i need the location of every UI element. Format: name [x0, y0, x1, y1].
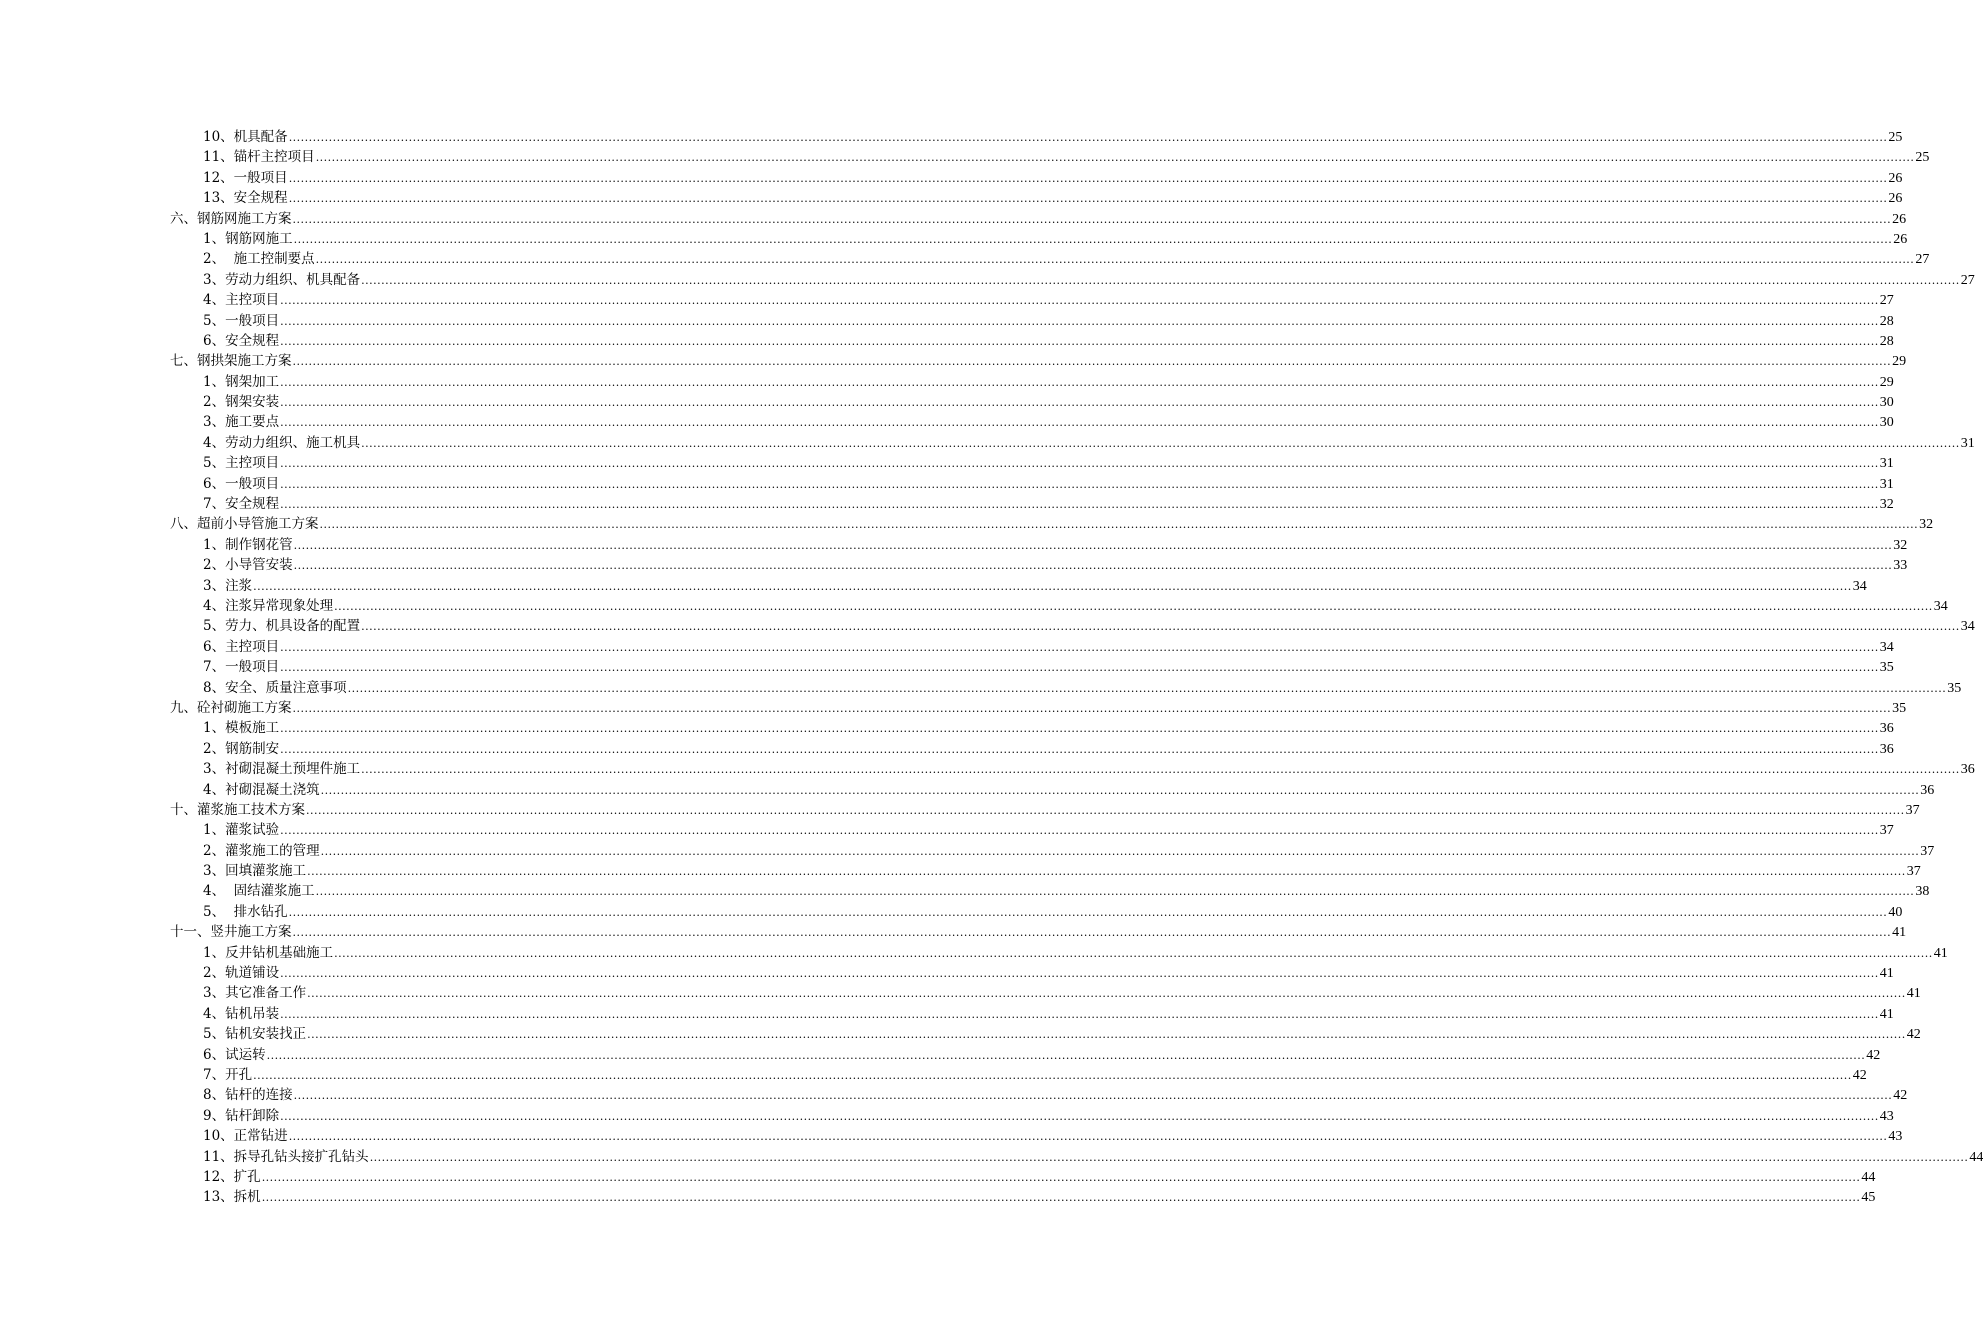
toc-page-number: 36	[1879, 741, 1894, 757]
toc-dot-leader: ................................................................................................................................................................................................................................................................................................................................................................................................................	[288, 905, 1888, 919]
toc-subsection-entry[interactable]	[0, 535, 1908, 555]
toc-page-number: 29	[1892, 354, 1907, 370]
toc-page-number: 44	[1861, 1169, 1876, 1185]
toc-dot-leader: ................................................................................................................................................................................................................................................................................................................................................................................................................	[369, 1150, 1969, 1164]
toc-dot-leader: ................................................................................................................................................................................................................................................................................................................................................................................................................	[280, 396, 1879, 410]
toc-entry-title: 八、超前小导管施工方案	[170, 516, 319, 533]
toc-page-number: 41	[1892, 925, 1907, 941]
toc-subsection-entry[interactable]	[0, 127, 1903, 147]
toc-page-number: 42	[1866, 1047, 1881, 1063]
toc-dot-leader: ................................................................................................................................................................................................................................................................................................................................................................................................................	[361, 763, 1960, 777]
toc-subsection-entry[interactable]	[0, 780, 1935, 800]
toc-page-number: 34	[1852, 578, 1867, 594]
toc-page-number: 41	[1906, 986, 1921, 1002]
toc-page-number: 40	[1888, 904, 1903, 920]
toc-entry-title: 十一、竖井施工方案	[170, 924, 292, 941]
toc-page-number: 37	[1905, 802, 1920, 818]
toc-page-number: 25	[1888, 130, 1903, 145]
toc-dot-leader: ................................................................................................................................................................................................................................................................................................................................................................................................................	[334, 946, 1933, 960]
toc-page-number: 34	[1879, 639, 1894, 655]
toc-entry-title: 七、钢拱架施工方案	[170, 353, 292, 370]
toc-entry-title: 5、钻机安装找正	[203, 1026, 307, 1043]
toc-dot-leader: ................................................................................................................................................................................................................................................................................................................................................................................................................	[319, 518, 1919, 532]
toc-page-number: 27	[1879, 293, 1894, 309]
toc-entry-title: 5、主控项目	[203, 455, 280, 472]
toc-page-number: 36	[1920, 782, 1935, 798]
toc-subsection-entry[interactable]	[0, 168, 1903, 188]
toc-dot-leader: ................................................................................................................................................................................................................................................................................................................................................................................................................	[288, 1130, 1888, 1144]
toc-subsection-entry[interactable]	[0, 820, 1894, 840]
toc-dot-leader: ................................................................................................................................................................................................................................................................................................................................................................................................................	[361, 273, 1960, 287]
toc-subsection-entry[interactable]	[0, 453, 1894, 473]
toc-page-number: 33	[1893, 558, 1908, 574]
toc-dot-leader: ................................................................................................................................................................................................................................................................................................................................................................................................................	[361, 436, 1960, 450]
toc-page-number: 32	[1919, 517, 1934, 533]
toc-subsection-entry[interactable]	[0, 657, 1894, 677]
toc-entry-title: 12、一般项目	[203, 169, 288, 186]
toc-subsection-entry[interactable]	[0, 147, 1930, 167]
toc-dot-leader: ................................................................................................................................................................................................................................................................................................................................................................................................................	[266, 1048, 1866, 1062]
toc-page-number: 35	[1879, 660, 1894, 676]
toc-page-number: 29	[1879, 374, 1894, 390]
toc-subsection-entry[interactable]	[0, 759, 1975, 779]
toc-subsection-entry[interactable]	[0, 412, 1894, 432]
toc-dot-leader: ................................................................................................................................................................................................................................................................................................................................................................................................................	[280, 416, 1879, 430]
toc-entry-title: 7、一般项目	[203, 659, 280, 676]
toc-dot-leader: ................................................................................................................................................................................................................................................................................................................................................................................................................	[253, 579, 1852, 593]
toc-dot-leader: ................................................................................................................................................................................................................................................................................................................................................................................................................	[320, 844, 1920, 858]
toc-dot-leader: ................................................................................................................................................................................................................................................................................................................................................................................................................	[293, 559, 1893, 573]
toc-entry-title: 9、钻杆卸除	[203, 1107, 280, 1124]
toc-entry-title: 5、 排水钻孔	[203, 903, 288, 920]
toc-entry-title: 3、回填灌浆施工	[203, 863, 307, 880]
toc-entry-title: 九、砼衬砌施工方案	[170, 699, 292, 716]
toc-dot-leader: ................................................................................................................................................................................................................................................................................................................................................................................................................	[280, 824, 1879, 838]
toc-subsection-entry[interactable]	[0, 392, 1894, 412]
toc-dot-leader: ................................................................................................................................................................................................................................................................................................................................................................................................................	[280, 498, 1879, 512]
toc-dot-leader: ................................................................................................................................................................................................................................................................................................................................................................................................................	[280, 661, 1879, 675]
toc-section-entry[interactable]	[0, 922, 1907, 942]
toc-subsection-entry[interactable]	[0, 229, 1908, 249]
toc-subsection-entry[interactable]	[0, 1187, 1876, 1207]
toc-dot-leader: ................................................................................................................................................................................................................................................................................................................................................................................................................	[292, 212, 1892, 226]
toc-entry-title: 4、主控项目	[203, 292, 280, 309]
toc-subsection-entry[interactable]	[0, 881, 1930, 901]
toc-entry-title: 2、小导管安装	[203, 557, 293, 574]
toc-subsection-entry[interactable]	[0, 311, 1894, 331]
toc-entry-title: 2、 施工控制要点	[203, 251, 315, 268]
toc-page-number: 34	[1933, 598, 1948, 614]
table-of-contents	[0, 127, 1983, 1208]
toc-dot-leader: ................................................................................................................................................................................................................................................................................................................................................................................................................	[293, 538, 1893, 552]
toc-entry-title: 8、钻杆的连接	[203, 1087, 293, 1104]
toc-subsection-entry[interactable]	[0, 290, 1894, 310]
toc-page-number: 42	[1906, 1027, 1921, 1043]
toc-dot-leader: ................................................................................................................................................................................................................................................................................................................................................................................................................	[280, 1007, 1879, 1021]
toc-entry-title: 10、正常钻进	[203, 1128, 288, 1145]
toc-subsection-entry[interactable]	[0, 1065, 1867, 1085]
toc-subsection-entry[interactable]	[0, 1126, 1903, 1146]
toc-page-number: 30	[1879, 415, 1894, 431]
toc-subsection-entry[interactable]	[0, 616, 1975, 636]
toc-subsection-entry[interactable]	[0, 637, 1894, 657]
toc-entry-title: 2、钢筋制安	[203, 740, 280, 757]
toc-dot-leader: ................................................................................................................................................................................................................................................................................................................................................................................................................	[280, 375, 1879, 389]
toc-page-number: 26	[1888, 170, 1903, 186]
toc-dot-leader: ................................................................................................................................................................................................................................................................................................................................................................................................................	[315, 253, 1915, 267]
toc-entry-title: 3、衬砌混凝土预埋件施工	[203, 761, 361, 778]
toc-dot-leader: ................................................................................................................................................................................................................................................................................................................................................................................................................	[307, 1028, 1906, 1042]
toc-page-number: 28	[1879, 333, 1894, 349]
toc-page-number: 38	[1915, 884, 1930, 900]
toc-entry-title: 5、一般项目	[203, 312, 280, 329]
toc-page-number: 31	[1960, 435, 1975, 451]
toc-dot-leader: ................................................................................................................................................................................................................................................................................................................................................................................................................	[253, 1068, 1852, 1082]
toc-entry-title: 12、扩孔	[203, 1168, 261, 1185]
toc-dot-leader: ................................................................................................................................................................................................................................................................................................................................................................................................................	[307, 987, 1906, 1001]
toc-entry-title: 6、试运转	[203, 1046, 266, 1063]
toc-page-number: 34	[1960, 619, 1975, 635]
toc-subsection-entry[interactable]	[0, 943, 1948, 963]
toc-entry-title: 13、拆机	[203, 1189, 261, 1206]
toc-subsection-entry[interactable]	[0, 494, 1894, 514]
toc-section-entry[interactable]	[0, 698, 1907, 718]
toc-subsection-entry[interactable]	[0, 1147, 1983, 1167]
toc-dot-leader: ................................................................................................................................................................................................................................................................................................................................................................................................................	[293, 232, 1893, 246]
toc-subsection-entry[interactable]	[0, 841, 1935, 861]
toc-entry-title: 13、安全规程	[203, 190, 288, 207]
toc-entry-title: 4、衬砌混凝土浇筑	[203, 781, 320, 798]
toc-dot-leader: ................................................................................................................................................................................................................................................................................................................................................................................................................	[315, 151, 1915, 165]
toc-subsection-entry[interactable]	[0, 474, 1894, 494]
toc-page-number: 41	[1879, 966, 1894, 982]
toc-dot-leader: ................................................................................................................................................................................................................................................................................................................................................................................................................	[280, 334, 1879, 348]
toc-subsection-entry[interactable]	[0, 678, 1962, 698]
toc-subsection-entry[interactable]	[0, 249, 1930, 269]
toc-entry-title: 六、钢筋网施工方案	[170, 210, 292, 227]
toc-entry-title: 10、机具配备	[203, 129, 288, 145]
toc-subsection-entry[interactable]	[0, 433, 1975, 453]
toc-page-number: 28	[1879, 313, 1894, 329]
toc-page-number: 37	[1879, 823, 1894, 839]
toc-entry-title: 1、灌浆试验	[203, 822, 280, 839]
toc-subsection-entry[interactable]	[0, 1004, 1894, 1024]
toc-dot-leader: ................................................................................................................................................................................................................................................................................................................................................................................................................	[280, 314, 1879, 328]
toc-entry-title: 4、钻机吊装	[203, 1005, 280, 1022]
toc-dot-leader: ................................................................................................................................................................................................................................................................................................................................................................................................................	[361, 620, 1960, 634]
toc-dot-leader: ................................................................................................................................................................................................................................................................................................................................................................................................................	[293, 1089, 1893, 1103]
toc-subsection-entry[interactable]	[0, 372, 1894, 392]
toc-page-number: 36	[1879, 721, 1894, 737]
toc-entry-title: 11、锚杆主控项目	[203, 149, 315, 166]
toc-dot-leader: ................................................................................................................................................................................................................................................................................................................................................................................................................	[280, 294, 1879, 308]
toc-page-number: 42	[1852, 1067, 1867, 1083]
toc-entry-title: 4、注浆异常现象处理	[203, 597, 334, 614]
toc-subsection-entry[interactable]	[0, 1045, 1881, 1065]
toc-subsection-entry[interactable]	[0, 963, 1894, 983]
toc-dot-leader: ................................................................................................................................................................................................................................................................................................................................................................................................................	[280, 722, 1879, 736]
toc-entry-title: 2、灌浆施工的管理	[203, 842, 320, 859]
toc-dot-leader: ................................................................................................................................................................................................................................................................................................................................................................................................................	[320, 783, 1920, 797]
toc-dot-leader: ................................................................................................................................................................................................................................................................................................................................................................................................................	[280, 742, 1879, 756]
toc-page-number: 43	[1888, 1129, 1903, 1145]
toc-dot-leader: ................................................................................................................................................................................................................................................................................................................................................................................................................	[292, 926, 1892, 940]
toc-page-number: 37	[1920, 843, 1935, 859]
toc-entry-title: 十、灌浆施工技术方案	[170, 801, 305, 818]
toc-subsection-entry[interactable]	[0, 902, 1903, 922]
toc-section-entry[interactable]	[0, 514, 1934, 534]
toc-subsection-entry[interactable]	[0, 1106, 1894, 1126]
toc-entry-title: 1、制作钢花管	[203, 536, 293, 553]
toc-entry-title: 3、劳动力组织、机具配备	[203, 271, 361, 288]
toc-dot-leader: ................................................................................................................................................................................................................................................................................................................................................................................................................	[261, 1170, 1861, 1184]
toc-dot-leader: ................................................................................................................................................................................................................................................................................................................................................................................................................	[334, 599, 1933, 613]
toc-page-number: 25	[1915, 150, 1930, 166]
toc-dot-leader: ................................................................................................................................................................................................................................................................................................................................................................................................................	[292, 701, 1892, 715]
toc-entry-title: 3、施工要点	[203, 414, 280, 431]
toc-page-number: 41	[1879, 1006, 1894, 1022]
toc-page-number: 32	[1893, 537, 1908, 553]
toc-dot-leader: ................................................................................................................................................................................................................................................................................................................................................................................................................	[280, 1109, 1879, 1123]
toc-subsection-entry[interactable]	[0, 1167, 1876, 1187]
toc-entry-title: 6、一般项目	[203, 475, 280, 492]
toc-page-number: 32	[1879, 497, 1894, 513]
toc-page-number: 31	[1879, 456, 1894, 472]
toc-dot-leader: ................................................................................................................................................................................................................................................................................................................................................................................................................	[347, 681, 1947, 695]
toc-page-number: 42	[1893, 1088, 1908, 1104]
toc-dot-leader: ................................................................................................................................................................................................................................................................................................................................................................................................................	[280, 457, 1879, 471]
toc-entry-title: 3、其它准备工作	[203, 985, 307, 1002]
toc-subsection-entry[interactable]	[0, 576, 1867, 596]
toc-entry-title: 1、钢筋网施工	[203, 230, 293, 247]
toc-dot-leader: ................................................................................................................................................................................................................................................................................................................................................................................................................	[288, 171, 1888, 185]
toc-section-entry[interactable]	[0, 209, 1907, 229]
toc-entry-title: 2、轨道铺设	[203, 965, 280, 982]
toc-page-number: 41	[1933, 945, 1948, 961]
toc-entry-title: 1、钢架加工	[203, 373, 280, 390]
toc-dot-leader: ................................................................................................................................................................................................................................................................................................................................................................................................................	[288, 131, 1888, 144]
toc-subsection-entry[interactable]	[0, 596, 1948, 616]
toc-page-number: 45	[1861, 1190, 1876, 1206]
toc-dot-leader: ................................................................................................................................................................................................................................................................................................................................................................................................................	[261, 1191, 1861, 1205]
toc-entry-title: 2、钢架安装	[203, 394, 280, 411]
toc-dot-leader: ................................................................................................................................................................................................................................................................................................................................................................................................................	[280, 477, 1879, 491]
toc-dot-leader: ................................................................................................................................................................................................................................................................................................................................................................................................................	[280, 967, 1879, 981]
toc-subsection-entry[interactable]	[0, 861, 1921, 881]
toc-section-entry[interactable]	[0, 351, 1907, 371]
toc-page-number: 27	[1915, 252, 1930, 268]
toc-dot-leader: ................................................................................................................................................................................................................................................................................................................................................................................................................	[292, 355, 1892, 369]
toc-page-number: 26	[1892, 211, 1907, 227]
toc-dot-leader: ................................................................................................................................................................................................................................................................................................................................................................................................................	[306, 803, 1905, 817]
toc-page-number: 26	[1893, 231, 1908, 247]
toc-dot-leader: ................................................................................................................................................................................................................................................................................................................................................................................................................	[280, 640, 1879, 654]
toc-subsection-entry[interactable]	[0, 739, 1894, 759]
toc-page-number: 26	[1888, 191, 1903, 207]
toc-section-entry[interactable]	[0, 800, 1920, 820]
toc-entry-title: 6、主控项目	[203, 638, 280, 655]
toc-page-number: 35	[1947, 680, 1962, 696]
toc-entry-title: 1、反井钻机基础施工	[203, 944, 334, 961]
toc-page-number: 43	[1879, 1108, 1894, 1124]
toc-page-number: 36	[1960, 762, 1975, 778]
toc-page-number: 37	[1906, 864, 1921, 880]
toc-entry-title: 3、注浆	[203, 577, 253, 594]
toc-entry-title: 11、拆导孔钻头接扩孔钻头	[203, 1148, 369, 1165]
toc-entry-title: 4、劳动力组织、施工机具	[203, 434, 361, 451]
toc-subsection-entry[interactable]	[0, 188, 1903, 208]
toc-page-number: 31	[1879, 476, 1894, 492]
toc-entry-title: 8、安全、质量注意事项	[203, 679, 347, 696]
toc-page-number: 35	[1892, 700, 1907, 716]
toc-dot-leader: ................................................................................................................................................................................................................................................................................................................................................................................................................	[288, 192, 1888, 206]
toc-dot-leader: ................................................................................................................................................................................................................................................................................................................................................................................................................	[307, 865, 1906, 879]
toc-subsection-entry[interactable]	[0, 1085, 1908, 1105]
toc-subsection-entry[interactable]	[0, 983, 1921, 1003]
toc-entry-title: 7、开孔	[203, 1066, 253, 1083]
toc-entry-title: 6、安全规程	[203, 332, 280, 349]
toc-page-number: 27	[1960, 272, 1975, 288]
toc-dot-leader: ................................................................................................................................................................................................................................................................................................................................................................................................................	[315, 885, 1915, 899]
toc-page-number: 44	[1969, 1149, 1983, 1165]
toc-subsection-entry[interactable]	[0, 270, 1975, 290]
toc-entry-title: 4、 固结灌浆施工	[203, 883, 315, 900]
toc-subsection-entry[interactable]	[0, 1024, 1921, 1044]
toc-subsection-entry[interactable]	[0, 555, 1908, 575]
toc-entry-title: 5、劳力、机具设备的配置	[203, 618, 361, 635]
toc-page-number: 30	[1879, 395, 1894, 411]
toc-subsection-entry[interactable]	[0, 331, 1894, 351]
toc-entry-title: 1、模板施工	[203, 720, 280, 737]
toc-entry-title: 7、安全规程	[203, 496, 280, 513]
toc-subsection-entry[interactable]	[0, 718, 1894, 738]
